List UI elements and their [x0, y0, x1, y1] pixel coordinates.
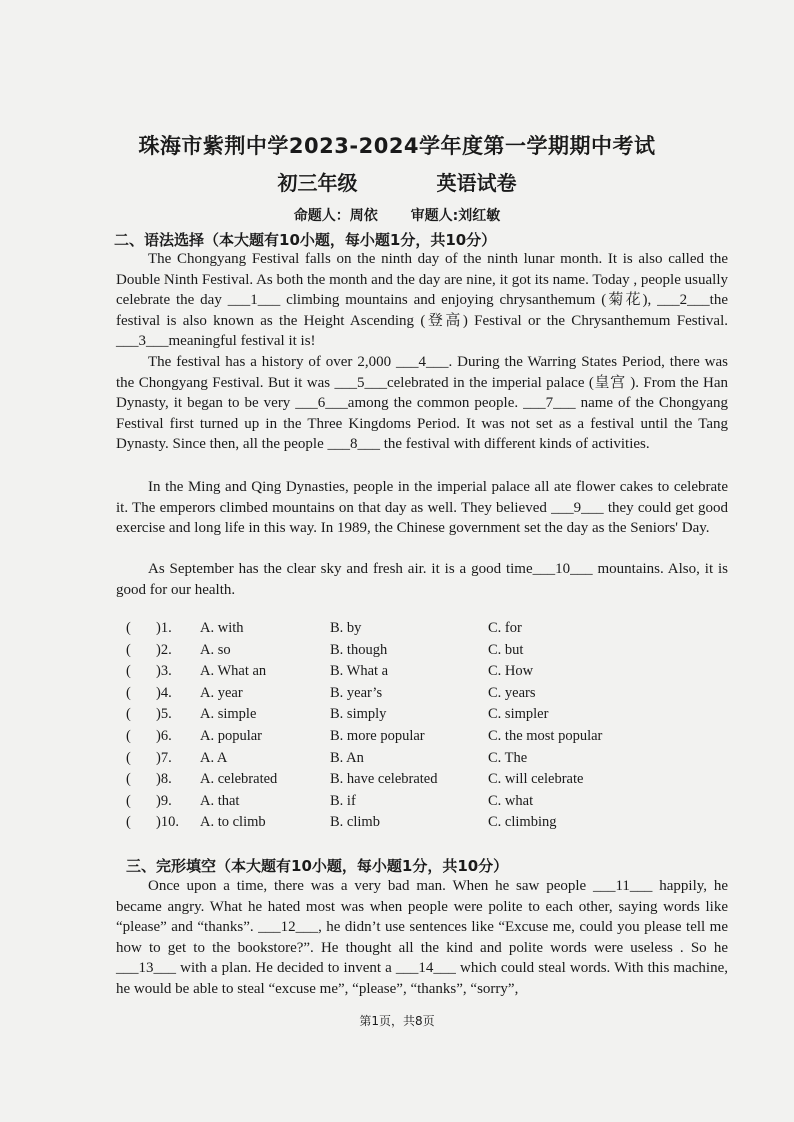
option-b: B. simply — [330, 706, 387, 723]
option-c: C. The — [488, 749, 528, 766]
option-row — [126, 663, 746, 685]
option-b: B. climb — [330, 814, 380, 831]
exam-title: 珠海市紫荆中学2023-2024学年度第一学期期中考试 — [138, 134, 656, 158]
option-a: A. celebrated — [200, 771, 278, 788]
option-a: A. that — [200, 792, 240, 809]
option-row — [126, 620, 746, 642]
exam-subtitle — [0, 167, 794, 196]
option-a: A. with — [200, 620, 244, 636]
option-a: A. simple — [200, 706, 257, 723]
question-number: )2. — [156, 641, 172, 658]
option-row — [126, 750, 746, 772]
option-row — [126, 771, 746, 793]
option-c: C. climbing — [488, 814, 557, 831]
option-b: B. What a — [330, 663, 389, 680]
section3-heading: 三、完形填空（本大题有10小题，每小题1分，共10分） — [126, 857, 509, 875]
section3-paragraph: Once upon a time, there was a very bad man. When he saw people ___11___ happily, he became angry. What he hated most was when people were polite to each other, saying words like “please” and “thanks”. ___12___, he didn’t use sentences like “Excuse me, could you please tell me how to get to the bookstore?”. He thought all the kind and polite words were useless . So he ___13___ with a plan. He decided to invent a ___14___ which could steal words. With this machine, he would be able to steal “excuse me”, “please”, “thanks”, “sorry”, — [116, 878, 728, 997]
option-a: A. so — [200, 641, 231, 658]
question-number: )8. — [156, 771, 172, 788]
option-a: A. A — [200, 749, 228, 766]
question-number: )3. — [156, 663, 172, 680]
answer-blank: ( — [126, 663, 131, 680]
option-c: C. but — [488, 641, 524, 658]
option-row — [126, 706, 746, 728]
option-b: B. if — [330, 792, 356, 809]
option-row — [126, 728, 746, 750]
setter-label: 命题人：周依 — [293, 208, 378, 224]
answer-blank: ( — [126, 814, 131, 831]
section2-paragraph-1: The Chongyang Festival falls on the ninth day of the ninth lunar month. It is also called the Double Ninth Festival. As both the month and the day are nine, it got its name. Today , people usually celebrate the day ___1___ climbing mountains and enjoying chrysanthemum (菊花), ___2___the festival is also known as the Height Ascending (登高) Festival or the Chrysanthemum Festival. ___3___meaningful festival it is! — [116, 251, 728, 349]
option-c: C. How — [488, 663, 534, 680]
answer-blank: ( — [126, 620, 131, 636]
option-row — [126, 685, 746, 707]
answer-blank: ( — [126, 706, 131, 723]
answer-blank: ( — [126, 641, 131, 658]
page-footer: 第1页，共8页 — [359, 1014, 435, 1028]
answer-blank: ( — [126, 792, 131, 809]
question-number: )10. — [156, 814, 179, 831]
option-c: C. will celebrate — [488, 771, 584, 788]
section2-heading: 二、语法选择（本大题有10小题，每小题1分，共10分） — [114, 231, 497, 249]
option-b: B. An — [330, 749, 364, 766]
exam-authors — [0, 205, 794, 225]
section2-options — [126, 620, 746, 836]
option-c: C. simpler — [488, 706, 549, 723]
option-row — [126, 814, 746, 836]
question-number: )7. — [156, 749, 172, 766]
subject-label: 英语试卷 — [436, 171, 517, 195]
question-number: )9. — [156, 792, 172, 809]
question-number: )5. — [156, 706, 172, 723]
option-b: B. more popular — [330, 727, 425, 744]
option-c: C. the most popular — [488, 727, 603, 744]
reviewer-label: 审题人:刘红敏 — [410, 208, 501, 224]
question-number: )6. — [156, 727, 172, 744]
option-a: A. popular — [200, 727, 263, 744]
section2-paragraph-2: The festival has a history of over 2,000 ___4___. During the Warring States Period, there was the Chongyang Festival. But it was ___5___celebrated in the imperial palace (皇宫 ). From the Han Dynasty, it began to be very ___6___among the common people. ___7___ name of the Chongyang Festival first turned up in the Three Kingdoms Period. It was not set as a festival until the Tang Dynasty. Since then, all the people ___8___ the festival with different kinds of activities. — [116, 354, 728, 452]
question-number: )1. — [156, 620, 172, 636]
option-row — [126, 642, 746, 664]
answer-blank: ( — [126, 727, 131, 744]
answer-blank: ( — [126, 771, 131, 788]
option-b: B. though — [330, 641, 388, 658]
option-c: C. what — [488, 792, 534, 809]
option-a: A. What an — [200, 663, 267, 680]
option-a: A. to climb — [200, 814, 266, 831]
option-b: B. year’s — [330, 684, 383, 701]
answer-blank: ( — [126, 749, 131, 766]
option-row — [126, 793, 746, 815]
section2-paragraph-4: As September has the clear sky and fresh air. it is a good time___10___ mountains. Also, it is good for our health. — [116, 561, 728, 598]
section2-paragraph-3: In the Ming and Qing Dynasties, people in the imperial palace all ate flower cakes to celebrate it. The emperors climbed mountains on that day as well. They believed ___9___ they could get good exercise and long life in this way. In 1989, the Chinese government set the day as the Seniors' Day. — [116, 479, 728, 536]
question-number: )4. — [156, 684, 172, 701]
answer-blank: ( — [126, 684, 131, 701]
option-c: C. years — [488, 684, 536, 701]
option-b: B. have celebrated — [330, 771, 438, 788]
option-a: A. year — [200, 684, 243, 701]
option-c: C. for — [488, 620, 522, 636]
option-b: B. by — [330, 620, 362, 636]
grade-label: 初三年级 — [277, 171, 358, 195]
